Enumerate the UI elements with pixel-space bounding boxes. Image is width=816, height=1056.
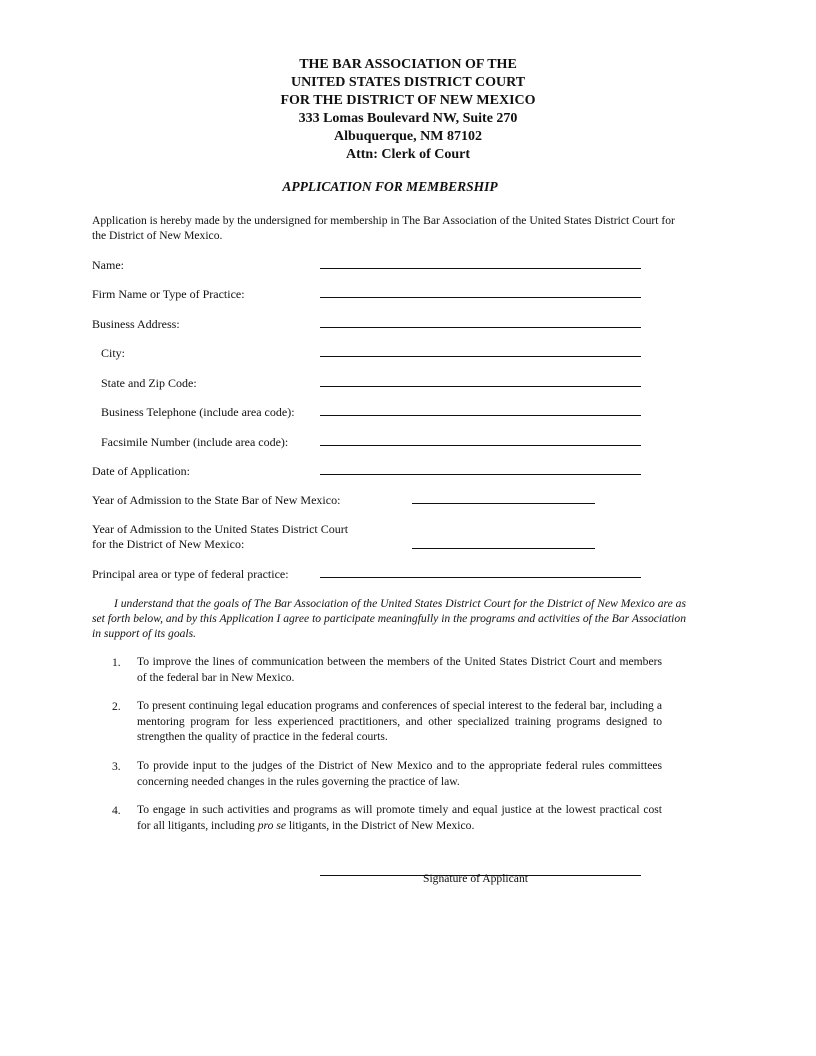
goal-item [112,802,662,833]
firm-label: Firm Name or Type of Practice: [92,287,245,301]
state-zip-label: State and Zip Code: [101,376,197,390]
goal-item [112,758,662,789]
goal-number: 3. [112,760,121,773]
state-bar-year-input-line[interactable] [412,503,595,504]
district-court-year-row [0,538,816,554]
state-zip-input-line[interactable] [320,386,641,387]
goal-number: 1. [112,656,121,669]
signature-label: Signature of Applicant [423,872,528,885]
association-name-line-2: UNITED STATES DISTRICT COURT [290,75,526,90]
goal-text-part: To engage in such activities and programs as will promote timely and equal justice at the lowest practical cost for all litigants, including [137,803,662,832]
city-state-zip: Albuquerque, NM 87102 [334,129,482,144]
business-address-label: Business Address: [92,317,180,331]
form-title: APPLICATION FOR MEMBERSHIP [282,179,498,194]
name-label: Name: [92,258,124,272]
pledge-paragraph: I understand that the goals of The Bar Association of the United States District Court for the District of New Mexico are as set forth below, and by this Application I agree to participate meaningfully in the programs and activities of the Bar Association in support of its goals. [92,597,686,640]
goal-text: To present continuing legal education programs and conferences of special interest to the federal bar, including a mentoring program for less experienced practitioners, and other specialized training programs designed to strengthen the quality of practice in the federal courts. [137,699,662,743]
association-name-line-1: THE BAR ASSOCIATION OF THE [299,57,517,72]
fax-input-line[interactable] [320,445,641,446]
principal-area-input-line[interactable] [320,577,641,578]
street-address: 333 Lomas Boulevard NW, Suite 270 [298,111,518,126]
firm-row [0,287,816,303]
business-phone-row [0,405,816,421]
business-address-row [0,317,816,333]
state-bar-year-row [0,493,816,509]
goal-item [112,698,662,745]
date-row [0,464,816,480]
date-label: Date of Application: [92,464,190,478]
letterhead [0,56,816,164]
district-court-year-input-line[interactable] [412,548,595,549]
principal-area-row [0,567,816,583]
name-input-line[interactable] [320,268,641,269]
date-input-line[interactable] [320,474,641,475]
district-court-year-label-line-1: Year of Admission to the United States District Court [92,522,349,536]
city-label: City: [101,346,126,360]
fax-row [0,435,816,451]
goal-number: 4. [112,804,121,817]
district-court-year-label-line-2: for the District of New Mexico: [92,537,245,551]
state-zip-row [0,376,816,392]
business-phone-input-line[interactable] [320,415,641,416]
goal-text-italic: pro se [257,818,286,832]
intro-paragraph: Application is hereby made by the undersigned for membership in The Bar Association of the United States District Court for the District of New Mexico. [92,214,675,242]
state-bar-year-label: Year of Admission to the State Bar of New Mexico: [92,493,341,507]
association-name-line-3: FOR THE DISTRICT OF NEW MEXICO [280,93,536,108]
goal-item [112,654,662,685]
goal-text: To provide input to the judges of the District of New Mexico and to the appropriate federal rules committees concerning needed changes in the rules governing the practice of law. [137,759,662,788]
goal-text [137,802,662,833]
attention-line: Attn: Clerk of Court [345,147,471,162]
fax-label: Facsimile Number (include area code): [101,435,289,449]
firm-input-line[interactable] [320,297,641,298]
goal-text-part: litigants, in the District of New Mexico. [285,818,475,832]
name-row [0,258,816,274]
city-input-line[interactable] [320,356,641,357]
business-address-input-line[interactable] [320,327,641,328]
business-phone-label: Business Telephone (include area code): [101,405,295,419]
goal-text: To improve the lines of communication between the members of the United States District Court and members of the federal bar in New Mexico. [137,655,662,684]
goal-number: 2. [112,700,121,713]
principal-area-label: Principal area or type of federal practice: [92,567,289,581]
city-row [0,346,816,362]
